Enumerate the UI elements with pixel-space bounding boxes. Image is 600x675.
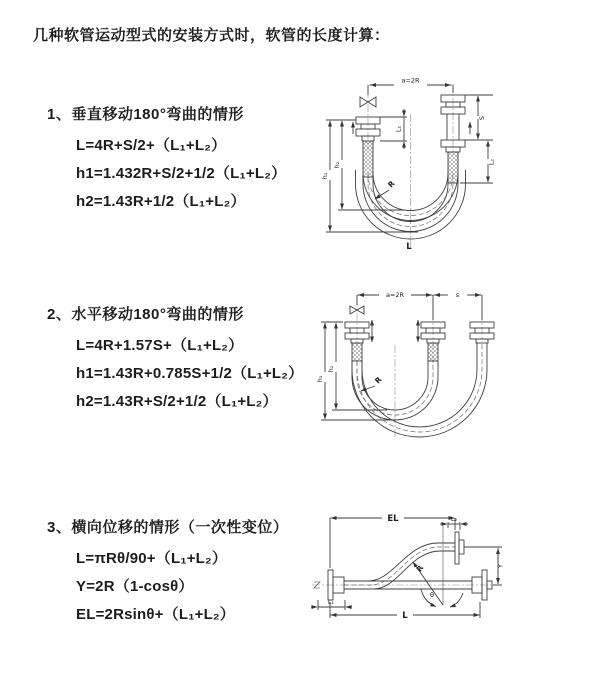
dim-label-length: L	[402, 611, 408, 621]
dim-label-length: L	[406, 242, 412, 252]
dim-label-fitting-right: L₂	[450, 515, 458, 523]
section-3-heading: 3、横向位移的情形（一次性变位）	[47, 519, 289, 536]
dim-label-fitting-left: L₁	[327, 598, 335, 606]
formula-line: h2=1.43R+1/2（L₁+L₂）	[76, 193, 246, 210]
section-2	[47, 303, 303, 416]
diagram-horizontal-180-bend	[315, 287, 505, 447]
valve-icon	[350, 306, 364, 314]
dim-label-h1: h₁	[321, 172, 329, 180]
hose-centerline	[344, 547, 455, 585]
formula-line: Y=2R（1-cosθ）	[76, 578, 194, 595]
centerlines	[368, 84, 453, 248]
dim-label-rise: Y	[496, 564, 505, 568]
diagram-vertical-180-bend	[312, 72, 507, 252]
hose-centerlines	[357, 343, 482, 432]
section-3	[47, 516, 288, 629]
formula-line: EL=2Rsinθ+（L₁+L₂）	[76, 606, 235, 623]
drawing-lines	[326, 85, 493, 239]
dim-label-span: a=2R	[385, 291, 405, 300]
section-2-heading: 2、水平移动180°弯曲的情形	[47, 306, 244, 323]
dim-label-radius: R	[414, 563, 426, 574]
diagram-lateral-displacement	[310, 510, 510, 625]
formula-line: h1=1.432R+S/2+1/2（L₁+L₂）	[76, 165, 287, 182]
dim-label-el: EL	[387, 514, 399, 524]
dim-label-span: a=2R	[401, 76, 420, 85]
dim-label-h2: h₂	[327, 365, 335, 373]
dim-label-angle: θ	[430, 591, 434, 599]
dim-label-radius: R	[373, 375, 384, 386]
dim-label-fitting-left: L₁	[394, 125, 403, 133]
dim-label-stroke: S	[478, 115, 486, 121]
dim-label-h1: h₁	[316, 375, 324, 383]
dim-label-fitting-right: L₂	[487, 158, 496, 166]
drawing-lines	[311, 518, 502, 618]
formula-line: L=4R+1.57S+（L₁+L₂）	[76, 337, 244, 354]
formula-line: L=4R+S/2+（L₁+L₂）	[76, 137, 227, 154]
formula-line: L=πRθ/90+（L₁+L₂）	[76, 550, 228, 567]
section-1-heading: 1、垂直移动180°弯曲的情形	[47, 106, 244, 123]
page-title: 几种软管运动型式的安装方式时，软管的长度计算：	[33, 27, 390, 44]
dim-label-radius: R	[386, 179, 397, 190]
formula-line: h2=1.43R+S/2+1/2（L₁+L₂）	[76, 393, 278, 410]
section-1	[47, 103, 286, 216]
centerlines	[357, 299, 482, 439]
drawing-lines	[321, 295, 494, 437]
dim-label-shift: s	[455, 291, 460, 300]
formula-line: h1=1.43R+0.785S+1/2（L₁+L₂）	[76, 365, 304, 382]
dim-label-h2: h₂	[333, 161, 341, 169]
